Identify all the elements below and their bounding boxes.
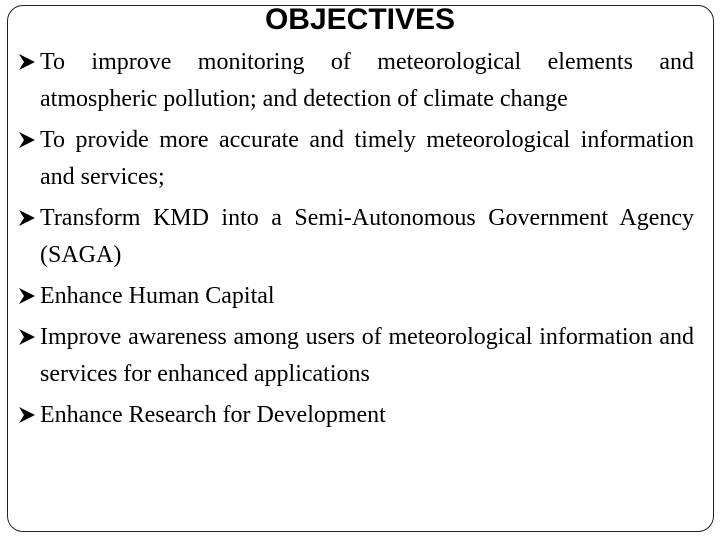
bullet-text: To provide more accurate and timely meteorological information and services;	[40, 127, 694, 190]
bullet-text: To improve monitoring of meteorological elements and atmospheric pollution; and detection of climate change	[40, 49, 694, 112]
list-item	[18, 200, 694, 274]
arrow-bullet-icon	[18, 122, 38, 159]
bullet-text: Improve awareness among users of meteorological information and services for enhanced applications	[40, 324, 694, 387]
arrow-bullet-icon	[18, 319, 38, 356]
bullet-text: Enhance Human Capital	[40, 283, 275, 309]
list-item	[18, 397, 694, 434]
list-item	[18, 278, 694, 315]
bullet-text: Transform KMD into a Semi-Autonomous Government Agency (SAGA)	[40, 205, 694, 268]
list-item	[18, 122, 694, 196]
slide-title: OBJECTIVES	[264, 3, 456, 36]
list-item	[18, 319, 694, 393]
arrow-bullet-icon	[18, 44, 38, 81]
arrow-bullet-icon	[18, 200, 38, 237]
list-item	[18, 44, 694, 118]
arrow-bullet-icon	[18, 278, 38, 315]
arrow-bullet-icon	[18, 397, 38, 434]
objectives-list	[18, 44, 694, 438]
bullet-text: Enhance Research for Development	[40, 402, 386, 428]
